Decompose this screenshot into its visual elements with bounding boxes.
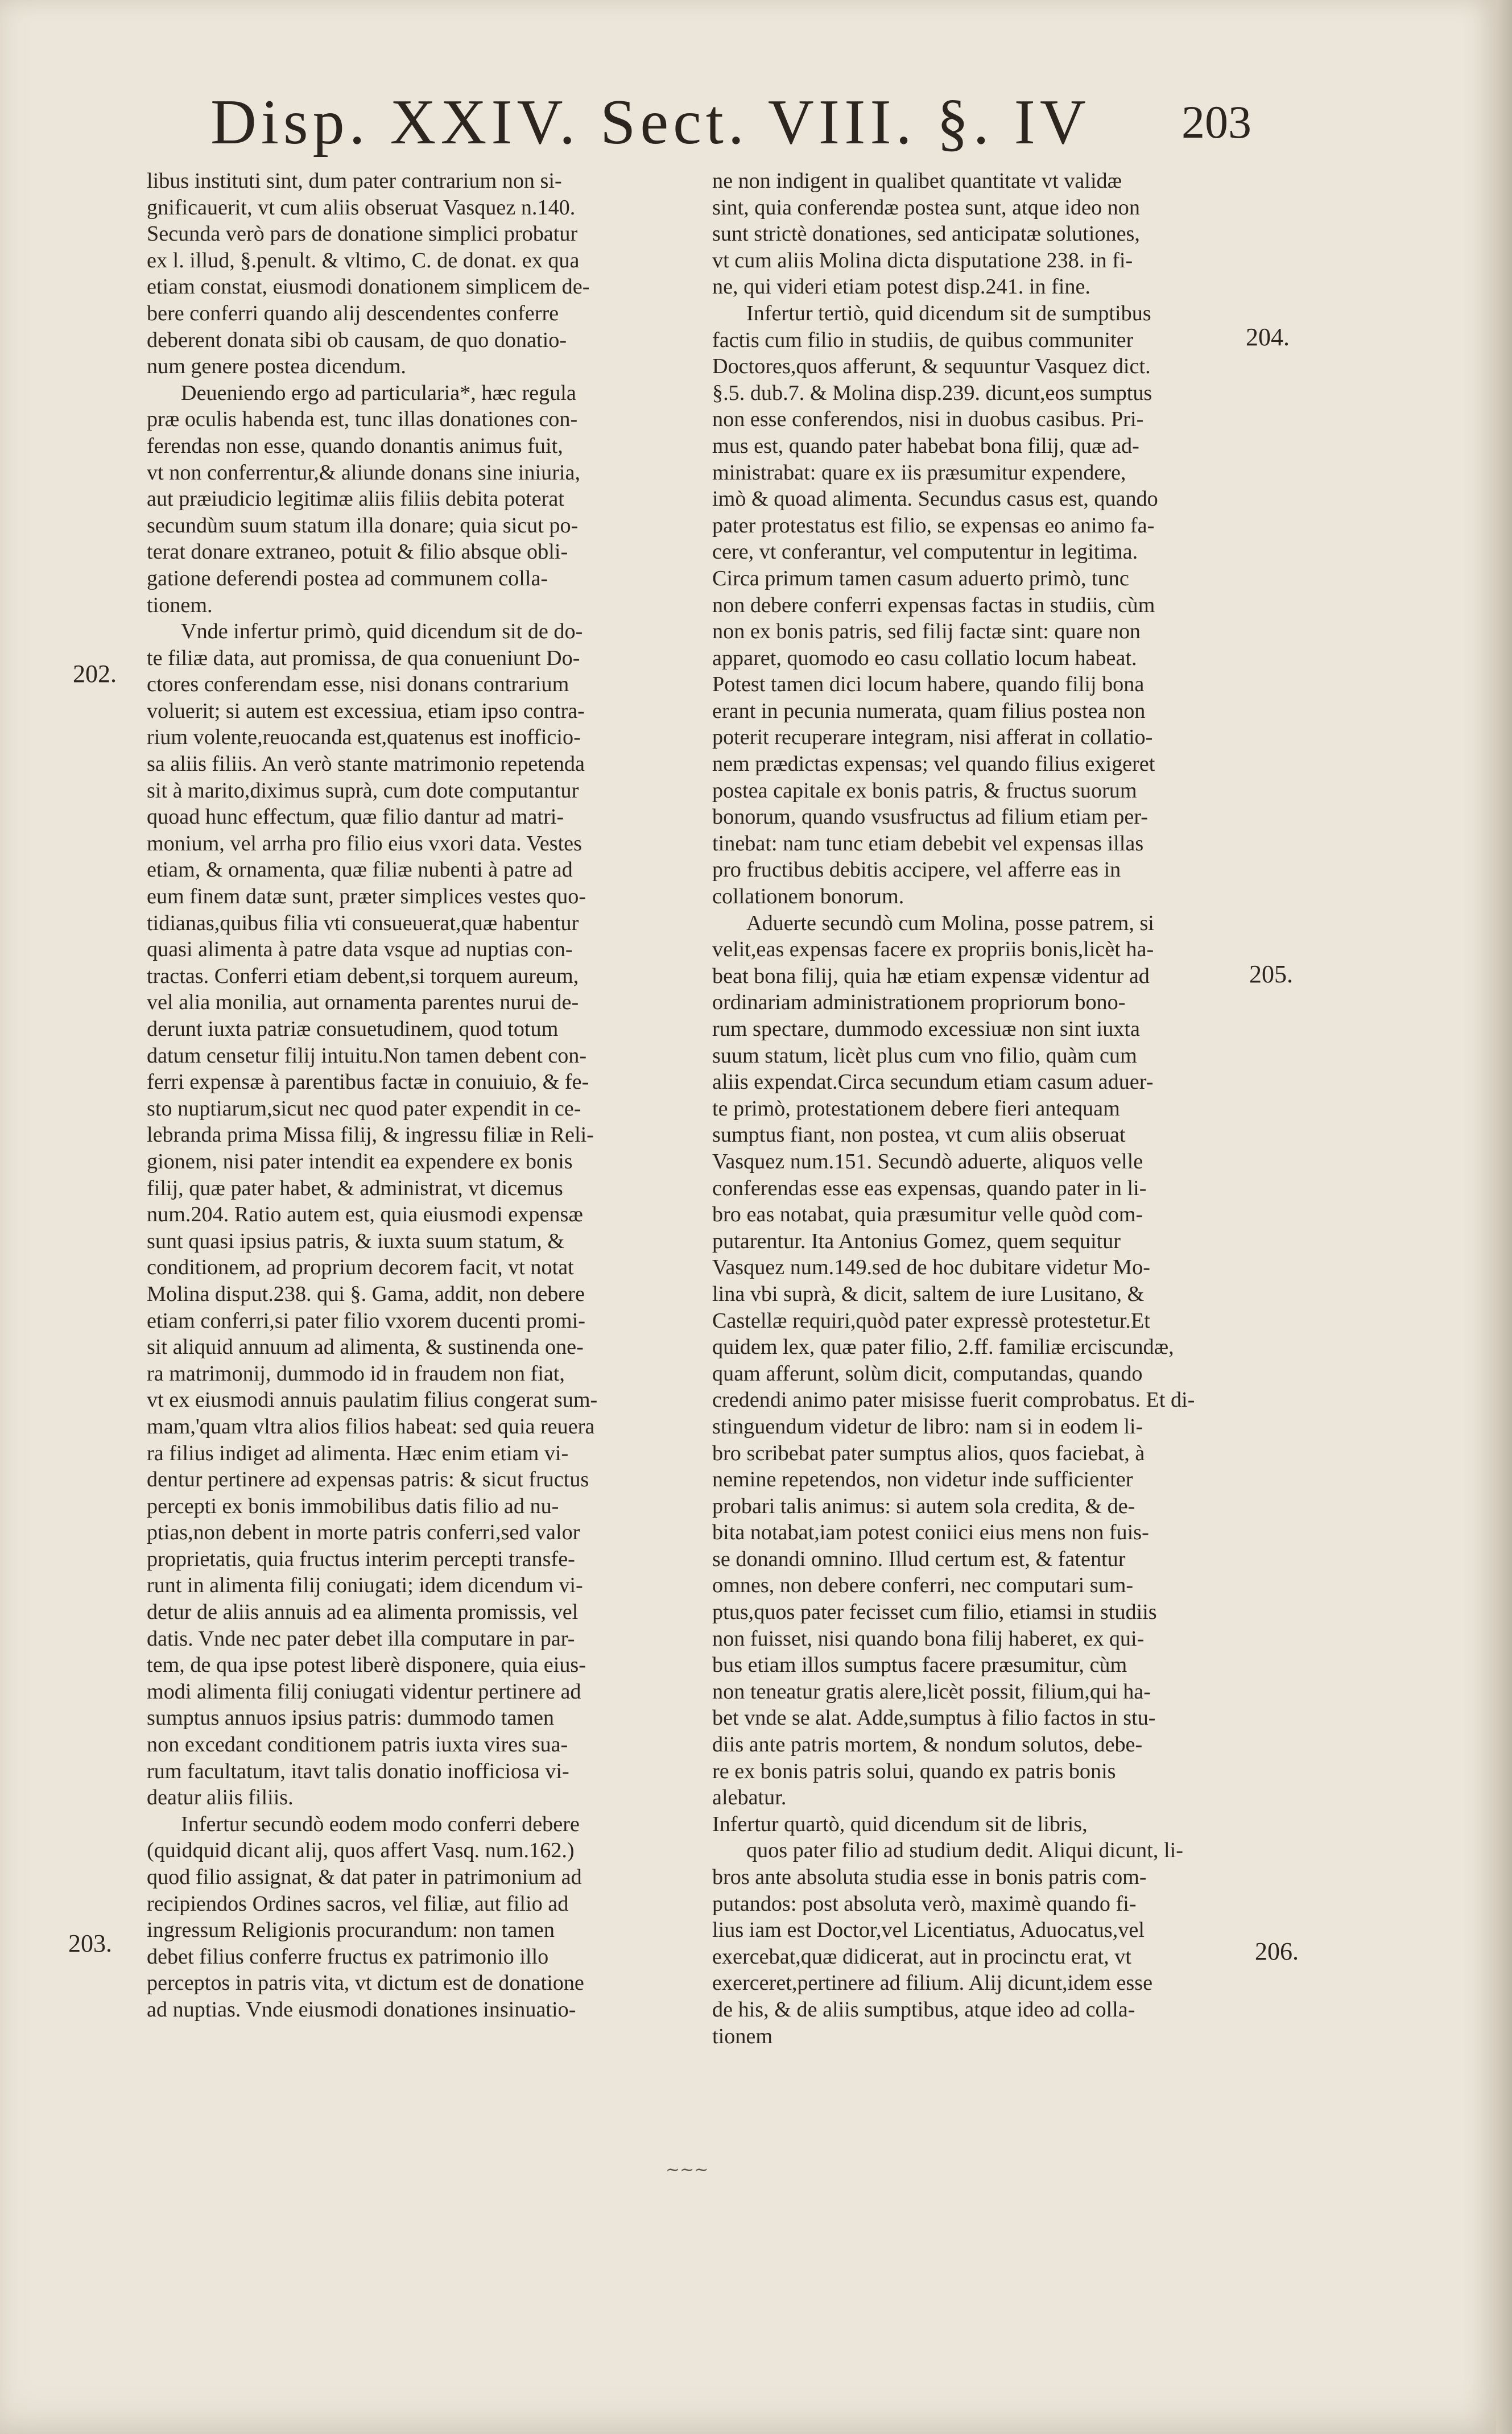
text-line: Doctores,quos afferunt, & sequuntur Vasquez dict. (712, 354, 1151, 379)
text-line: tionem (712, 2024, 773, 2048)
text-line: conferendas esse eas expensas, quando pater in li- (712, 1176, 1147, 1200)
text-line: te primò, protestationem debere fieri antequam (712, 1096, 1120, 1121)
text-line: ferendas non esse, quando donantis animus fuit, (147, 433, 563, 458)
text-line: putandos: post absoluta verò, maximè quando fi- (712, 1891, 1137, 1916)
margin-number-205: 205. (1249, 960, 1293, 988)
text-line: nemine repetendos, non videtur inde sufficienter (712, 1468, 1133, 1492)
margin-number-203: 203. (68, 1929, 112, 1957)
text-line: ordinariam administrationem propriorum bono- (712, 990, 1126, 1015)
printer-mark: ~~~ (666, 2160, 709, 2180)
text-line: omnes, non debere conferri, nec computari sum- (712, 1573, 1134, 1598)
text-line: gionem, nisi pater intendit ea expendere ex bonis (147, 1149, 573, 1173)
text-line: §.5. dub.7. & Molina disp.239. dicunt,eos sumptus (712, 381, 1152, 405)
text-line: quod filio assignat, & dat pater in patrimonium ad (147, 1865, 582, 1889)
text-line: monium, vel arrha pro filio eius vxori data. Vestes (147, 831, 582, 856)
text-line: te filiæ data, aut promissa, de qua conueniunt Do- (147, 646, 580, 670)
text-line: quam afferunt, solùm dicit, computandas, quando (712, 1361, 1143, 1386)
text-line: Vasquez num.149.sed de hoc dubitare videtur Mo- (712, 1255, 1150, 1280)
text-line: ra matrimonij, dummodo id in fraudem non fiat, (147, 1361, 565, 1386)
text-line: recipiendos Ordines sacros, vel filiæ, aut filio ad (147, 1891, 569, 1916)
text-line: putarentur. Ita Antonius Gomez, quem sequitur (712, 1229, 1121, 1253)
text-line: rum facultatum, itavt talis donatio inofficiosa vi- (147, 1759, 569, 1783)
text-line: Aduerte secundò cum Molina, posse patrem, si (746, 911, 1154, 935)
text-line: lius iam est Doctor,vel Licentiatus, Aduocatus,vel (712, 1918, 1145, 1943)
text-line: vel alia monilia, aut ornamenta parentes nurui de- (147, 990, 579, 1015)
page-edge (1496, 0, 1512, 2434)
page-number: 203 (1181, 96, 1251, 148)
margin-number-202: 202. (73, 660, 117, 688)
text-line: pro fructibus debitis accipere, vel afferre eas in (712, 858, 1121, 882)
text-line: num genere postea dicendum. (147, 354, 406, 379)
text-line: num.204. Ratio autem est, quia eiusmodi expensæ (147, 1202, 583, 1227)
text-line: ptus,quos pater fecisset cum filio, etiamsi in studiis (712, 1600, 1157, 1625)
text-line: vt ex eiusmodi annuis paulatim filius congerat sum- (147, 1388, 598, 1412)
text-line: lebranda prima Missa filij, & ingressu filiæ in Reli- (147, 1123, 594, 1147)
text-line: sit à marito,diximus suprà, cum dote computantur (147, 778, 579, 803)
text-line: se donandi omnino. Illud certum est, & fatentur (712, 1547, 1126, 1571)
text-line: tionem. (147, 593, 213, 617)
text-line: sint, quia conferendæ postea sunt, atque ideo non (712, 195, 1140, 220)
text-line: erant in pecunia numerata, quam filius postea non (712, 699, 1146, 723)
text-line: bro eas notabat, quia præsumitur velle quòd com- (712, 1202, 1143, 1227)
text-line: aliis expendat.Circa secundum etiam casum aduer- (712, 1070, 1154, 1094)
running-title: Disp. XXIV. Sect. VIII. §. IV (210, 87, 1090, 158)
text-line: præ oculis habenda est, tunc illas donationes con- (147, 407, 578, 432)
text-line: re ex bonis patris solui, quando ex patris bonis (712, 1759, 1116, 1783)
text-line: poterit recuperare integram, nisi afferat in collatio- (712, 725, 1153, 750)
text-line: non fuisset, nisi quando bona filij haberet, ex qui- (712, 1626, 1145, 1651)
text-line: exerceret,pertinere ad filium. Alij dicunt,idem esse (712, 1971, 1153, 1995)
text-line: quos pater filio ad studium dedit. Aliqui dicunt, li- (746, 1838, 1183, 1863)
text-line: derunt iuxta patriæ consuetudinem, quod totum (147, 1017, 559, 1041)
left-text-column (147, 168, 676, 2023)
margin-number-204: 204. (1246, 323, 1290, 351)
text-line: gnificauerit, vt cum aliis obseruat Vasquez n.140. (147, 195, 576, 220)
text-line: mam,'quam vltra alios filios habeat: sed quia reuera (147, 1414, 595, 1439)
text-line: bet vnde se alat. Adde,sumptus à filio factos in stu- (712, 1706, 1156, 1730)
text-line: imò & quoad alimenta. Secundus casus est, quando (712, 487, 1158, 511)
text-line: ne, qui videri etiam potest disp.241. in fine. (712, 275, 1090, 299)
text-line: non debere conferri expensas factas in studiis, cùm (712, 593, 1155, 617)
text-line: Infertur quartò, quid dicendum sit de libris, (712, 1812, 1088, 1836)
text-line: ctores conferendam esse, nisi donans contrarium (147, 672, 569, 697)
text-line: bus etiam illos sumptus facere præsumitur, cùm (712, 1653, 1127, 1677)
text-line: cere, vt conferantur, vel computentur in legitima. (712, 540, 1138, 564)
text-line: runt in alimenta filij coniugati; idem dicendum vi- (147, 1573, 583, 1598)
text-line: factis cum filio in studiis, de quibus communiter (712, 328, 1134, 352)
text-line: perceptos in patris vita, vt dictum est de donatione (147, 1971, 584, 1995)
text-line: pater protestatus est filio, se expensas eo animo fa- (712, 513, 1155, 538)
text-line: vt cum aliis Molina dicta disputatione 238. in fi- (712, 248, 1133, 272)
text-line: dentur pertinere ad expensas patris: & sicut fructus (147, 1468, 589, 1492)
text-line: non teneatur gratis alere,licèt possit, filium,qui ha- (712, 1679, 1151, 1704)
text-line: ministrabat: quare ex iis præsumitur expendere, (712, 460, 1126, 485)
text-line: deatur aliis filiis. (147, 1786, 294, 1810)
text-line: sit aliquid annuum ad alimenta, & sustinenda one- (147, 1335, 584, 1359)
text-line: etiam, & ornamenta, quæ filiæ nubenti à patre ad (147, 858, 573, 882)
right-text-column (712, 168, 1241, 2049)
text-line: tem, de qua ipse potest liberè disponere, quia eius- (147, 1653, 586, 1677)
text-line: sumptus annuos ipsius patris: dummodo tamen (147, 1706, 554, 1730)
text-line: suum statum, licèt plus cum vno filio, quàm cum (712, 1043, 1137, 1068)
margin-number-206: 206. (1255, 1937, 1299, 1965)
text-line: Molina disput.238. qui §. Gama, addit, non debere (147, 1282, 585, 1306)
text-line: non excedant conditionem patris iuxta vires sua- (147, 1733, 568, 1757)
text-line: bonorum, quando vsusfructus ad filium etiam per- (712, 805, 1149, 829)
text-line: probari talis animus: si autem sola credita, & de- (712, 1494, 1135, 1518)
text-line: ptias,non debent in morte patris conferri,sed valor (147, 1520, 580, 1545)
text-line: conditionem, ad proprium decorem facit, vt notat (147, 1255, 574, 1280)
text-line: percepti ex bonis immobilibus datis filio ad nu- (147, 1494, 559, 1518)
text-line: terat donare extraneo, potuit & filio absque obli- (147, 540, 568, 564)
text-line: velit,eas expensas facere ex propriis bonis,licèt ha- (712, 937, 1154, 962)
text-line: stinguendum videtur de libro: nam si in eodem li- (712, 1414, 1143, 1439)
text-line: non ex bonis patris, sed filij factæ sint: quare non (712, 619, 1141, 644)
text-line: exercebat,quæ didicerat, aut in procinctu erat, vt (712, 1944, 1131, 1969)
text-line: Potest tamen dici locum habere, quando filij bona (712, 672, 1145, 697)
text-line: rium volente,reuocanda est,quatenus est inofficio- (147, 725, 581, 750)
text-line: bere conferri quando alij descendentes conferre (147, 301, 559, 325)
text-line: filij, quæ pater habet, & administrat, vt dicemus (147, 1176, 563, 1200)
text-line: voluerit; si autem est excessiua, etiam ipso contra- (147, 699, 585, 723)
text-line: (quidquid dicant alij, quos affert Vasq. num.162.) (147, 1838, 575, 1863)
text-line: alebatur. (712, 1786, 787, 1810)
text-line: etiam constat, eiusmodi donationem simplicem de- (147, 275, 590, 299)
text-line: collationem bonorum. (712, 885, 904, 909)
text-line: rum spectare, dummodo excessiuæ non sint iuxta (712, 1017, 1140, 1041)
text-line: beat bona filij, quia hæ etiam expensæ videntur ad (712, 964, 1150, 988)
page-header (210, 80, 1251, 165)
text-line: lina vbi suprà, & dicit, saltem de iure Lusitano, & (712, 1282, 1145, 1306)
text-line: Deueniendo ergo ad particularia*, hæc regula (181, 381, 576, 405)
text-line: datis. Vnde nec pater debet illa computare in par- (147, 1626, 575, 1651)
text-line: sunt strictè donationes, sed anticipatæ solutiones, (712, 222, 1140, 246)
text-line: sa aliis filiis. An verò stante matrimonio repetenda (147, 752, 585, 776)
text-line: quasi alimenta à patre data vsque ad nuptias con- (147, 937, 573, 962)
text-line: ex l. illud, §.penult. & vltimo, C. de donat. ex qua (147, 248, 580, 272)
text-line: nem prædictas expensas; vel quando filius exigeret (712, 752, 1155, 776)
text-line: Vasquez num.151. Secundò aduerte, aliquos velle (712, 1149, 1143, 1173)
text-line: postea capitale ex bonis patris, & fructus suorum (712, 778, 1137, 803)
text-line: vt non conferrentur,& aliunde donans sine iniuria, (147, 460, 581, 485)
text-line: ne non indigent in qualibet quantitate vt validæ (712, 169, 1122, 193)
text-line: ad nuptias. Vnde eiusmodi donationes insinuatio- (147, 1997, 576, 2022)
text-line: credendi animo pater misisse fuerit comprobatus. Et di- (712, 1388, 1195, 1412)
text-line: Infertur secundò eodem modo conferri debere (181, 1812, 580, 1836)
text-line: Vnde infertur primò, quid dicendum sit de do- (181, 619, 583, 644)
text-line: datum censetur filij intuitu.Non tamen debent con- (147, 1043, 587, 1068)
text-line: ingressum Religionis procurandum: non tamen (147, 1918, 555, 1943)
text-line: bro scribebat pater sumptus alios, quos faciebat, à (712, 1441, 1145, 1465)
text-line: sunt quasi ipsius patris, & iuxta suum statum, & (147, 1229, 565, 1253)
text-line: etiam conferri,si pater filio vxorem ducenti promi- (147, 1308, 585, 1333)
text-line: bros ante absoluta studia esse in bonis patris com- (712, 1865, 1147, 1889)
text-line: tinebat: nam tunc etiam debebit vel expensas illas (712, 831, 1144, 856)
text-line: Infertur tertiò, quid dicendum sit de sumptibus (746, 301, 1151, 325)
text-line: bita notabat,iam potest coniici eius mens non fuis- (712, 1520, 1149, 1545)
text-line: mus est, quando pater habebat bona filij, quæ ad- (712, 433, 1139, 458)
text-line: deberent donata sibi ob causam, de quo donatio- (147, 328, 567, 352)
text-line: diis ante patris mortem, & nondum solutos, debe- (712, 1733, 1143, 1757)
text-line: debet filius conferre fructus ex patrimonio illo (147, 1944, 549, 1969)
text-line: gatione deferendi postea ad communem colla- (147, 566, 548, 590)
text-line: libus instituti sint, dum pater contrarium non si- (147, 169, 562, 193)
text-line: modi alimenta filij coniugati videntur pertinere ad (147, 1679, 581, 1704)
text-line: secundùm suum statum illa donare; quia sicut po- (147, 513, 579, 538)
text-line: tractas. Conferri etiam debent,si torquem aureum, (147, 964, 579, 988)
text-line: ferri expensæ à parentibus factæ in conuiuio, & fe- (147, 1070, 589, 1094)
text-line: non esse conferendos, nisi in duobus casibus. Pri- (712, 407, 1144, 432)
text-line: aut præiudicio legitimæ aliis filiis debita poterat (147, 487, 564, 511)
text-line: ra filius indiget ad alimenta. Hæc enim etiam vi- (147, 1441, 569, 1465)
text-line: Castellæ requiri,quòd pater expressè protestetur.Et (712, 1308, 1150, 1333)
text-line: quidem lex, quæ pater filio, 2.ff. familiæ erciscundæ, (712, 1335, 1174, 1359)
text-line: detur de aliis annuis ad ea alimenta promissis, vel (147, 1600, 579, 1625)
text-line: sumptus fiant, non postea, vt cum aliis obseruat (712, 1123, 1126, 1147)
text-line: proprietatis, quia fructus interim percepti transfe- (147, 1547, 575, 1571)
text-line: eum finem datæ sunt, præter simplices vestes quo- (147, 885, 586, 909)
text-line: de his, & de aliis sumptibus, atque ideo ad colla- (712, 1997, 1135, 2022)
text-line: sto nuptiarum,sicut nec quod pater expendit in ce- (147, 1096, 581, 1121)
text-line: Secunda verò pars de donatione simplici probatur (147, 222, 578, 246)
text-line: quoad hunc effectum, quæ filio dantur ad matri- (147, 805, 564, 829)
text-line: tidianas,quibus filia vti consueuerat,quæ habentur (147, 911, 579, 935)
text-line: apparet, quomodo eo casu collatio locum habeat. (712, 646, 1137, 670)
text-line: Circa primum tamen casum aduerto primò, tunc (712, 566, 1129, 590)
